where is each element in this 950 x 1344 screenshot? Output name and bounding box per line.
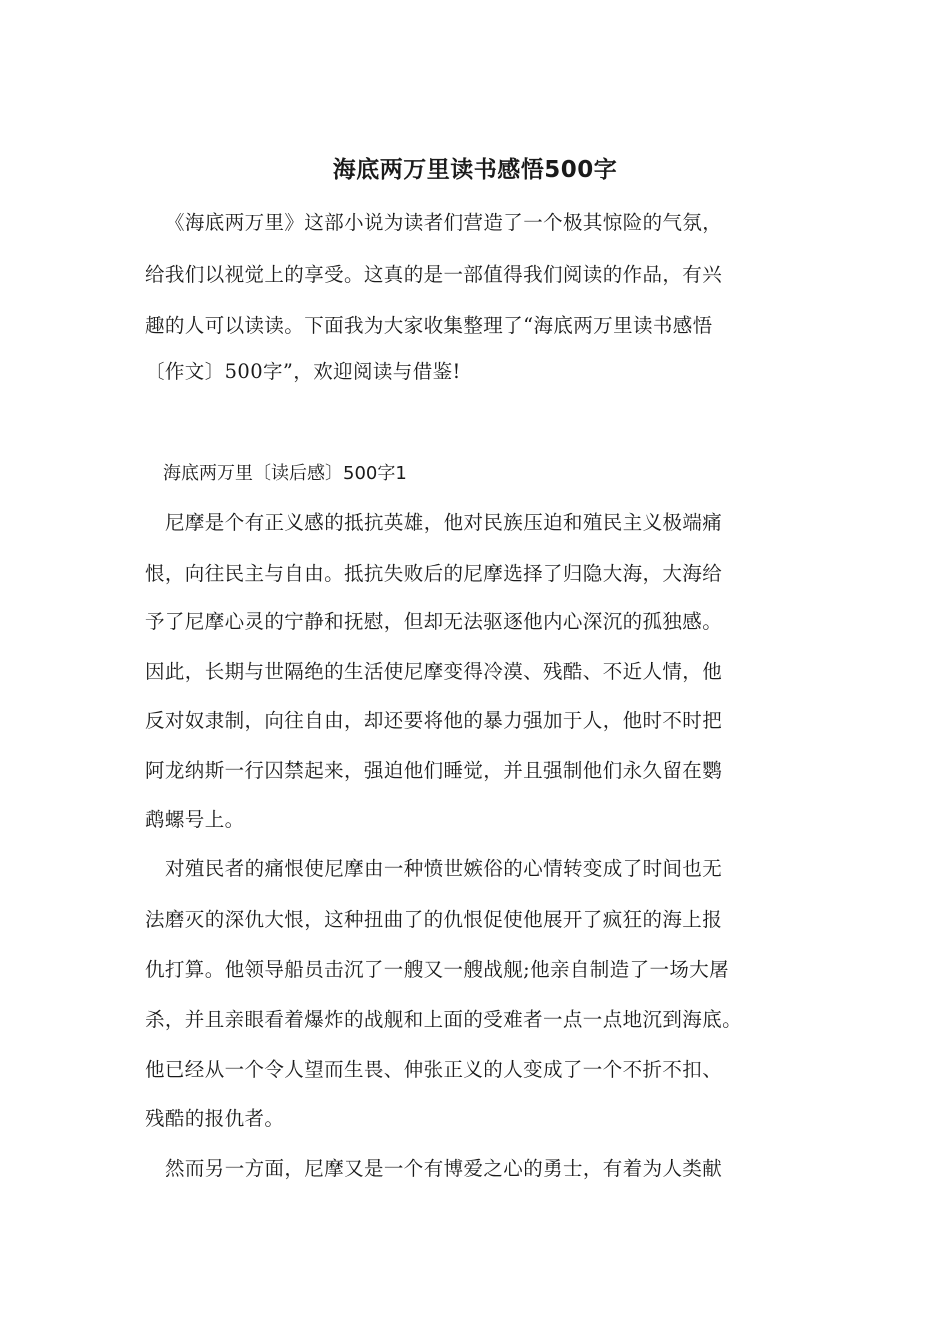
intro-line: 《海底两万里》这部小说为读者们营造了一个极其惊险的气氛， — [165, 211, 723, 234]
document-title: 海底两万里读书感悟500字 — [332, 157, 618, 183]
body-line: 然而另一方面，尼摩又是一个有博爱之心的勇士，有着为人类献 — [165, 1157, 723, 1180]
body-line: 对殖民者的痛恨使尼摩由一种愤世嫉俗的心情转变成了时间也无 — [165, 857, 723, 880]
intro-line: 给我们以视觉上的享受。这真的是一部值得我们阅读的作品，有兴 — [145, 263, 723, 286]
body-line: 鹉螺号上。 — [145, 808, 245, 831]
body-line: 杀，并且亲眼看着爆炸的战舰和上面的受难者一点一点地沉到海底。 — [145, 1008, 743, 1031]
body-line: 法磨灭的深仇大恨，这种扭曲了的仇恨促使他展开了疯狂的海上报 — [145, 908, 723, 931]
body-line: 阿龙纳斯一行囚禁起来，强迫他们睡觉，并且强制他们永久留在鹦 — [145, 759, 723, 782]
intro-line: 趣的人可以读读。下面我为大家收集整理了“海底两万里读书感悟 — [145, 314, 713, 337]
body-line: 恨，向往民主与自由。抵抗失败后的尼摩选择了归隐大海，大海给 — [145, 562, 723, 585]
body-line: 予了尼摩心灵的宁静和抚慰，但却无法驱逐他内心深沉的孤独感。 — [145, 610, 723, 633]
body-line: 他已经从一个令人望而生畏、伸张正义的人变成了一个不折不扣、 — [145, 1058, 723, 1081]
section-heading: 海底两万里〔读后感〕500字1 — [163, 463, 407, 484]
body-line: 仇打算。他领导船员击沉了一艘又一艘战舰;他亲自制造了一场大屠 — [145, 958, 730, 981]
body-line: 反对奴隶制，向往自由，却还要将他的暴力强加于人，他时不时把 — [145, 709, 723, 732]
body-line: 因此，长期与世隔绝的生活使尼摩变得冷漠、残酷、不近人情，他 — [145, 660, 723, 683]
intro-line: 〔作文〕500字”，欢迎阅读与借鉴! — [145, 360, 461, 383]
body-line: 残酷的报仇者。 — [145, 1107, 285, 1130]
body-line: 尼摩是个有正义感的抵抗英雄，他对民族压迫和殖民主义极端痛 — [165, 511, 723, 534]
